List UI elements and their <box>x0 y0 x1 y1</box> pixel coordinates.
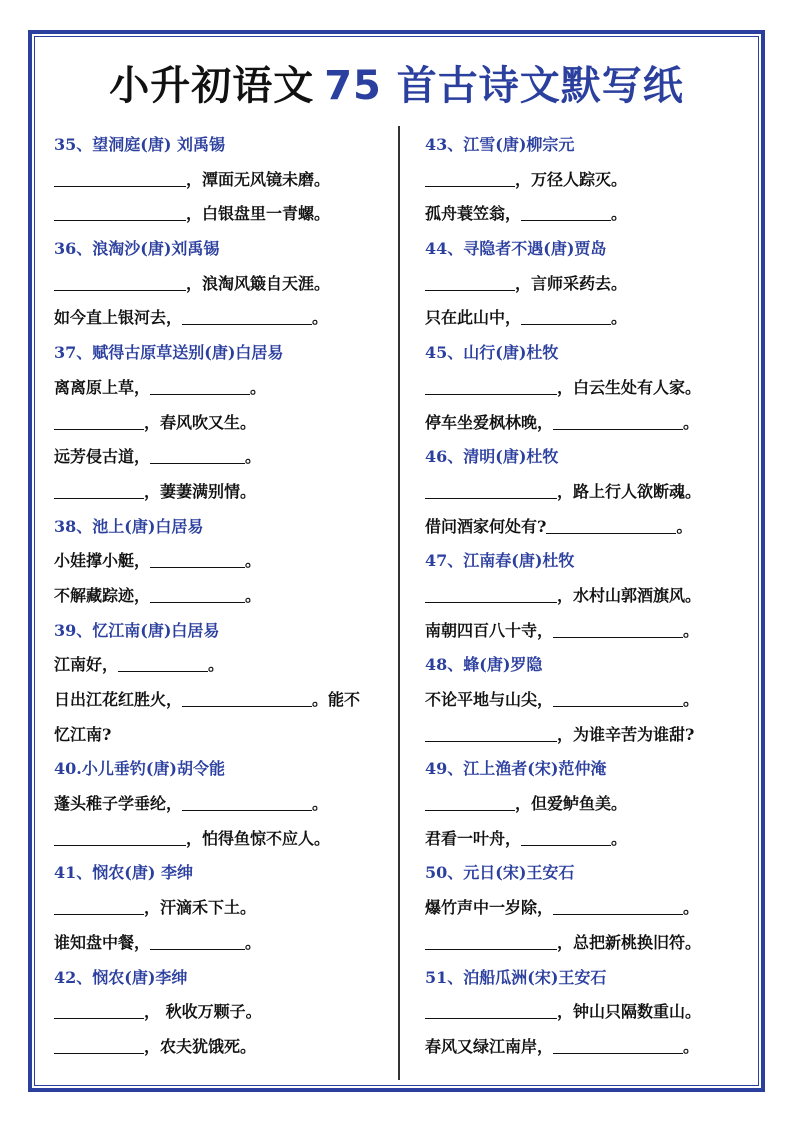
line-text: 日出江花红胜火， <box>54 690 183 709</box>
answer-blank[interactable] <box>425 998 557 1019</box>
poem-line <box>425 301 760 336</box>
line-text: ，萋萋满别情。 <box>144 481 257 501</box>
line-text: ，浪淘风簸自天涯。 <box>186 273 331 293</box>
line-text: ，为谁辛苦为谁甜? <box>557 724 695 744</box>
poem-line <box>425 371 760 406</box>
poem-line <box>425 163 760 198</box>
poem-heading: 37、赋得古原草送别(唐)白居易 <box>54 343 284 363</box>
line-text: 君看一叶舟， <box>425 828 522 848</box>
answer-blank[interactable] <box>54 409 144 430</box>
line-text: ，但爱鲈鱼美。 <box>515 794 628 814</box>
line-text: ，春风吹又生。 <box>144 412 257 432</box>
title-part-1: 小升初语文 <box>109 63 315 109</box>
line-end: 。 <box>245 447 262 467</box>
line-end: 。 <box>250 377 267 397</box>
answer-blank[interactable] <box>553 894 683 915</box>
poem-line <box>54 891 389 926</box>
answer-blank[interactable] <box>54 825 186 846</box>
answer-blank[interactable] <box>54 894 144 915</box>
line-text: 谁知盘中餐， <box>54 932 151 952</box>
poem-line <box>54 579 389 614</box>
line-text: 远芳侵古道， <box>54 447 151 467</box>
poem-heading: 36、浪淘沙(唐)刘禹锡 <box>54 239 220 259</box>
poem-line <box>54 926 389 961</box>
answer-blank[interactable] <box>150 582 245 603</box>
page-title <box>0 54 793 111</box>
line-text: 如今直上银河去， <box>54 308 183 328</box>
line-end: 。 <box>312 308 329 328</box>
poem-heading: 39、忆江南(唐)白居易 <box>54 620 220 640</box>
line-text: 停车坐爱枫林晚， <box>425 412 554 432</box>
answer-blank[interactable] <box>521 825 611 846</box>
poem-heading: 49、江上渔者(宋)范仲淹 <box>425 759 607 779</box>
right-column <box>425 128 760 1065</box>
line-text: ，潭面无风镜未磨。 <box>186 169 331 189</box>
left-column <box>54 128 389 1065</box>
answer-blank[interactable] <box>54 270 186 291</box>
line-end: 。 <box>611 828 628 848</box>
poem-heading: 44、寻隐者不遇(唐)贾岛 <box>425 239 607 259</box>
line-text: ，农夫犹饿死。 <box>144 1036 257 1056</box>
line-text: ，言师采药去。 <box>515 273 628 293</box>
answer-blank[interactable] <box>425 721 557 742</box>
poem-heading: 47、江南春(唐)杜牧 <box>425 551 575 571</box>
line-end: 。 <box>676 516 693 536</box>
line-text: ，万径人踪灭。 <box>515 169 628 189</box>
line-text: ，白银盘里一青螺。 <box>186 204 331 224</box>
poem-line <box>54 718 389 753</box>
answer-blank[interactable] <box>425 374 557 395</box>
line-end: 。 <box>683 898 700 918</box>
answer-blank[interactable] <box>425 582 557 603</box>
poem-line <box>54 475 389 510</box>
line-text: 南朝四百八十寺， <box>425 620 554 640</box>
line-text: 江南好， <box>54 655 119 675</box>
poem-heading: 45、山行(唐)杜牧 <box>425 343 559 363</box>
poem-line <box>425 995 760 1030</box>
answer-blank[interactable] <box>182 686 312 707</box>
answer-blank[interactable] <box>150 374 250 395</box>
line-text: 借问酒家何处有? <box>425 516 547 536</box>
line-end: 。 <box>312 794 329 814</box>
poem-line <box>54 648 389 683</box>
poem-line <box>54 197 389 232</box>
answer-blank[interactable] <box>425 929 557 950</box>
answer-blank[interactable] <box>425 478 557 499</box>
line-text: ，白云生处有人家。 <box>557 377 702 397</box>
poem-line <box>425 718 760 753</box>
title-part-2: 75 首古诗文默写纸 <box>324 63 684 109</box>
poem-line <box>425 510 760 545</box>
line-text: ，水村山郭酒旗风。 <box>557 585 702 605</box>
poem-line <box>425 683 760 718</box>
answer-blank[interactable] <box>118 651 208 672</box>
poem-line <box>54 301 389 336</box>
poem-heading: 35、望洞庭(唐) 刘禹锡 <box>54 135 225 154</box>
poem-line <box>54 440 389 475</box>
answer-blank[interactable] <box>425 270 515 291</box>
poem-line <box>425 926 760 961</box>
line-end: 。 <box>245 551 262 571</box>
line-text: ，总把新桃换旧符。 <box>557 932 702 952</box>
answer-blank[interactable] <box>553 617 683 638</box>
poem-line <box>54 163 389 198</box>
answer-blank[interactable] <box>521 200 611 221</box>
answer-blank[interactable] <box>553 1033 683 1054</box>
poem-heading: 50、元日(宋)王安石 <box>425 863 575 883</box>
poem-line <box>54 371 389 406</box>
poem-line <box>54 822 389 857</box>
line-text: ，路上行人欲断魂。 <box>557 481 702 501</box>
poem-heading: 41、悯农(唐) 李绅 <box>54 863 193 883</box>
line-end: 。 <box>683 690 700 709</box>
poem-line <box>425 406 760 441</box>
answer-blank[interactable] <box>425 790 515 811</box>
answer-blank[interactable] <box>546 513 676 534</box>
poem-line <box>425 614 760 649</box>
line-text: 忆江南? <box>54 724 112 744</box>
poem-line <box>425 197 760 232</box>
line-text: ，汗滴禾下土。 <box>144 898 257 918</box>
line-text: 春风又绿江南岸， <box>425 1036 554 1056</box>
answer-blank[interactable] <box>54 1033 144 1054</box>
poem-line <box>425 787 760 822</box>
poem-line <box>54 1030 389 1065</box>
poem-line <box>54 787 389 822</box>
poem-heading: 48、蜂(唐)罗隐 <box>425 655 543 675</box>
answer-blank[interactable] <box>54 200 186 221</box>
answer-blank[interactable] <box>54 478 144 499</box>
poem-line <box>425 891 760 926</box>
line-text: 离离原上草， <box>54 377 151 397</box>
line-text: 不解藏踪迹， <box>54 585 151 605</box>
poem-line <box>54 267 389 302</box>
line-text: ，钟山只隔数重山。 <box>557 1002 702 1022</box>
poem-heading: 42、悯农(唐)李绅 <box>54 967 188 987</box>
poem-line <box>54 406 389 441</box>
answer-blank[interactable] <box>150 929 245 950</box>
poem-line <box>425 1030 760 1065</box>
poem-line <box>54 683 389 718</box>
answer-blank[interactable] <box>54 998 144 1019</box>
poem-line <box>54 544 389 579</box>
poem-heading: 46、清明(唐)杜牧 <box>425 447 559 467</box>
poem-line <box>54 995 389 1030</box>
answer-blank[interactable] <box>521 304 611 325</box>
poem-line <box>425 475 760 510</box>
line-end: 。 <box>683 412 700 432</box>
answer-blank[interactable] <box>553 686 683 707</box>
answer-blank[interactable] <box>150 547 245 568</box>
line-end: 。 <box>208 655 225 675</box>
answer-blank[interactable] <box>425 166 515 187</box>
poem-heading: 43、江雪(唐)柳宗元 <box>425 135 575 154</box>
line-end: 。 <box>683 1036 700 1056</box>
poem-heading: 40.小儿垂钓(唐)胡令能 <box>54 759 225 779</box>
line-end: 。 <box>245 932 262 952</box>
line-end: 。 <box>611 204 628 224</box>
line-text: 孤舟蓑笠翁， <box>425 204 522 224</box>
line-end: 。 <box>611 308 628 328</box>
line-text: 只在此山中， <box>425 308 522 328</box>
line-text: ， 秋收万颗子。 <box>144 1002 262 1022</box>
line-text: 小娃撑小艇， <box>54 551 151 571</box>
line-text: 蓬头稚子学垂纶， <box>54 794 183 814</box>
answer-blank[interactable] <box>150 443 245 464</box>
poem-line <box>425 579 760 614</box>
answer-blank[interactable] <box>553 409 683 430</box>
column-divider <box>398 126 400 1080</box>
answer-blank[interactable] <box>182 790 312 811</box>
poem-heading: 38、池上(唐)白居易 <box>54 516 204 536</box>
line-text: ，怕得鱼惊不应人。 <box>186 828 331 848</box>
line-end: 。 <box>683 620 700 640</box>
line-end: 。 <box>245 585 262 605</box>
poem-heading: 51、泊船瓜洲(宋)王安石 <box>425 967 607 987</box>
answer-blank[interactable] <box>182 304 312 325</box>
line-end: 。能不 <box>312 690 361 709</box>
poem-line <box>425 822 760 857</box>
poem-line <box>425 267 760 302</box>
answer-blank[interactable] <box>54 166 186 187</box>
line-text: 不论平地与山尖， <box>425 690 554 709</box>
line-text: 爆竹声中一岁除， <box>425 898 554 918</box>
